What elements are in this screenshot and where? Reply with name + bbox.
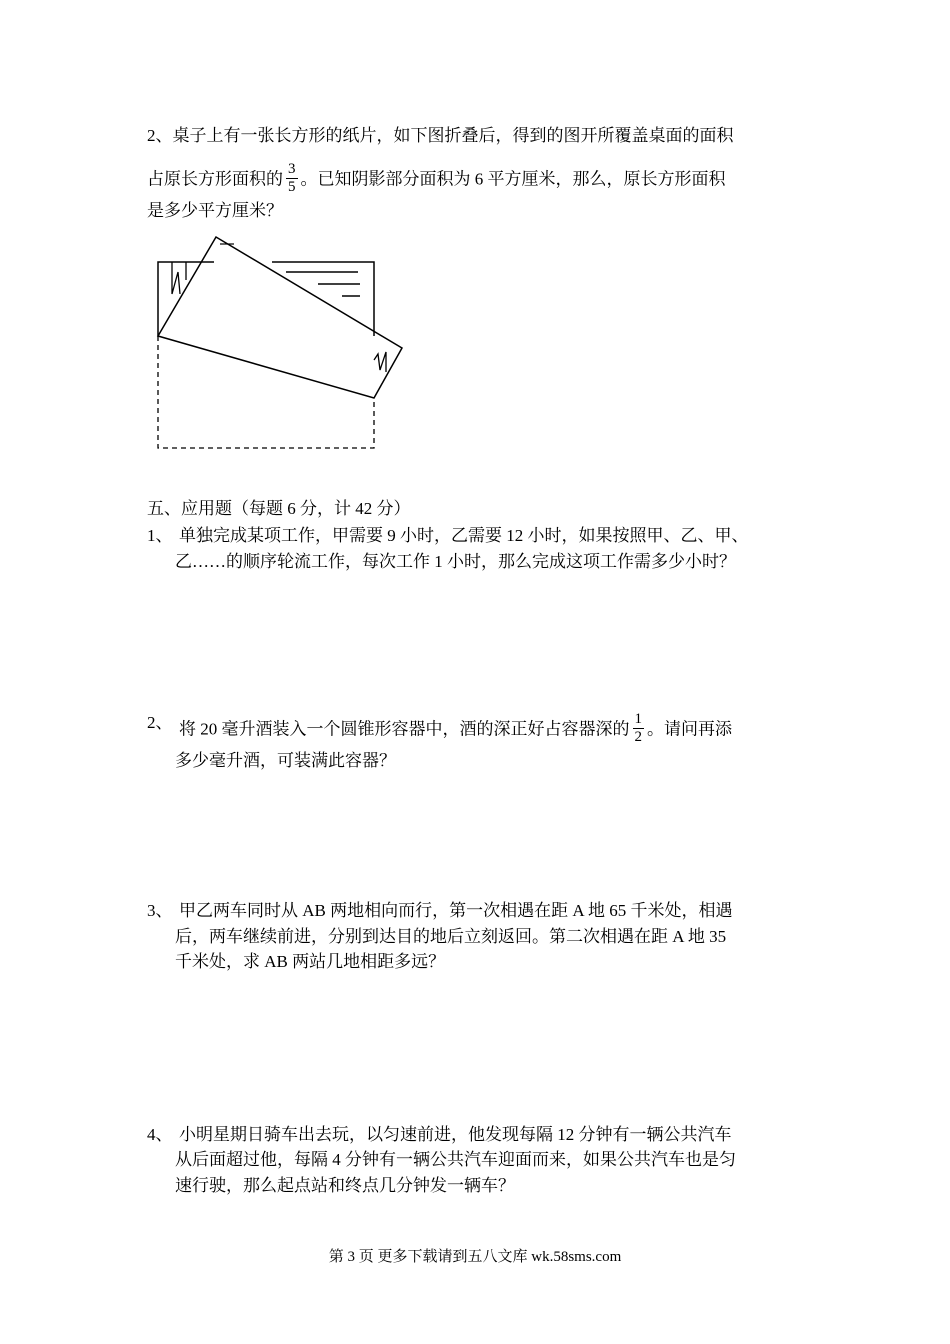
q3-line-3: 千米处，求 AB 两站几地相距多远？ [175, 952, 446, 971]
fraction-denominator: 5 [288, 179, 296, 195]
paper-question-line-1: 2、桌子上有一张长方形的纸片，如下图折叠后，得到的图开所覆盖桌面的面积 [147, 126, 734, 145]
paper-question-line-2 [147, 163, 726, 198]
page-footer: 第 3 页 更多下载请到五八文库 wk.58sms.com [328, 1249, 622, 1265]
shading-marks-left [172, 262, 180, 294]
fraction-three-fifths [286, 161, 298, 196]
q2-line-1-end: 。请问再添 [647, 719, 732, 739]
paper-question-line-2-end: 。已知阴影部分面积为 6 平方厘米，那么，原长方形面积 [300, 169, 726, 189]
fraction-numerator: 3 [288, 161, 296, 177]
q1-number: 1、 [147, 526, 173, 545]
fraction-numerator: 1 [634, 711, 642, 727]
q4-line-2: 从后面超过他，每隔 4 分钟有一辆公共汽车迎面而来，如果公共汽车也是匀 [175, 1150, 736, 1169]
q2-line-2: 多少毫升酒，可装满此容器？ [175, 751, 396, 770]
q3-line-2: 后，两车继续前进，分别到达目的地后立刻返回。第二次相遇在距 A 地 35 [175, 927, 727, 946]
folded-flap [158, 237, 402, 398]
q1-line-2: 乙……的顺序轮流工作，每次工作 1 小时，那么完成这项工作需多少小时？ [175, 552, 736, 571]
paper-question-line-3: 是多少平方厘米？ [147, 201, 283, 220]
q2-number: 2、 [147, 713, 173, 732]
rectangle-top-right-edge [272, 262, 374, 336]
q4-number: 4、 [147, 1125, 173, 1144]
q4-line-3: 速行驶，那么起点站和终点几分钟发一辆车？ [175, 1176, 515, 1195]
q4-line-1: 小明星期日骑车出去玩，以匀速前进，他发现每隔 12 分钟有一辆公共汽车 [179, 1125, 732, 1144]
q3-line-1: 甲乙两车同时从 AB 两地相向而行，第一次相遇在距 A 地 65 千米处，相遇 [179, 901, 733, 920]
section-heading: 五、应用题（每题 6 分，计 42 分） [147, 499, 411, 518]
q3-number: 3、 [147, 901, 173, 920]
q2-line-1-start: 将 20 毫升酒装入一个圆锥形容器中，酒的深正好占容器深的 [179, 719, 630, 739]
q2-line-1 [179, 713, 732, 748]
paper-question-line-2-start: 占原长方形面积的 [147, 169, 283, 189]
q1-line-1: 单独完成某项工作，甲需要 9 小时，乙需要 12 小时，如果按照甲、乙、甲、 [179, 526, 749, 545]
shading-marks-right [374, 352, 386, 372]
fraction-denominator: 2 [634, 729, 642, 745]
folded-paper-figure [150, 232, 410, 454]
folded-away-region-outline [158, 336, 374, 448]
fraction-one-half [633, 711, 645, 746]
